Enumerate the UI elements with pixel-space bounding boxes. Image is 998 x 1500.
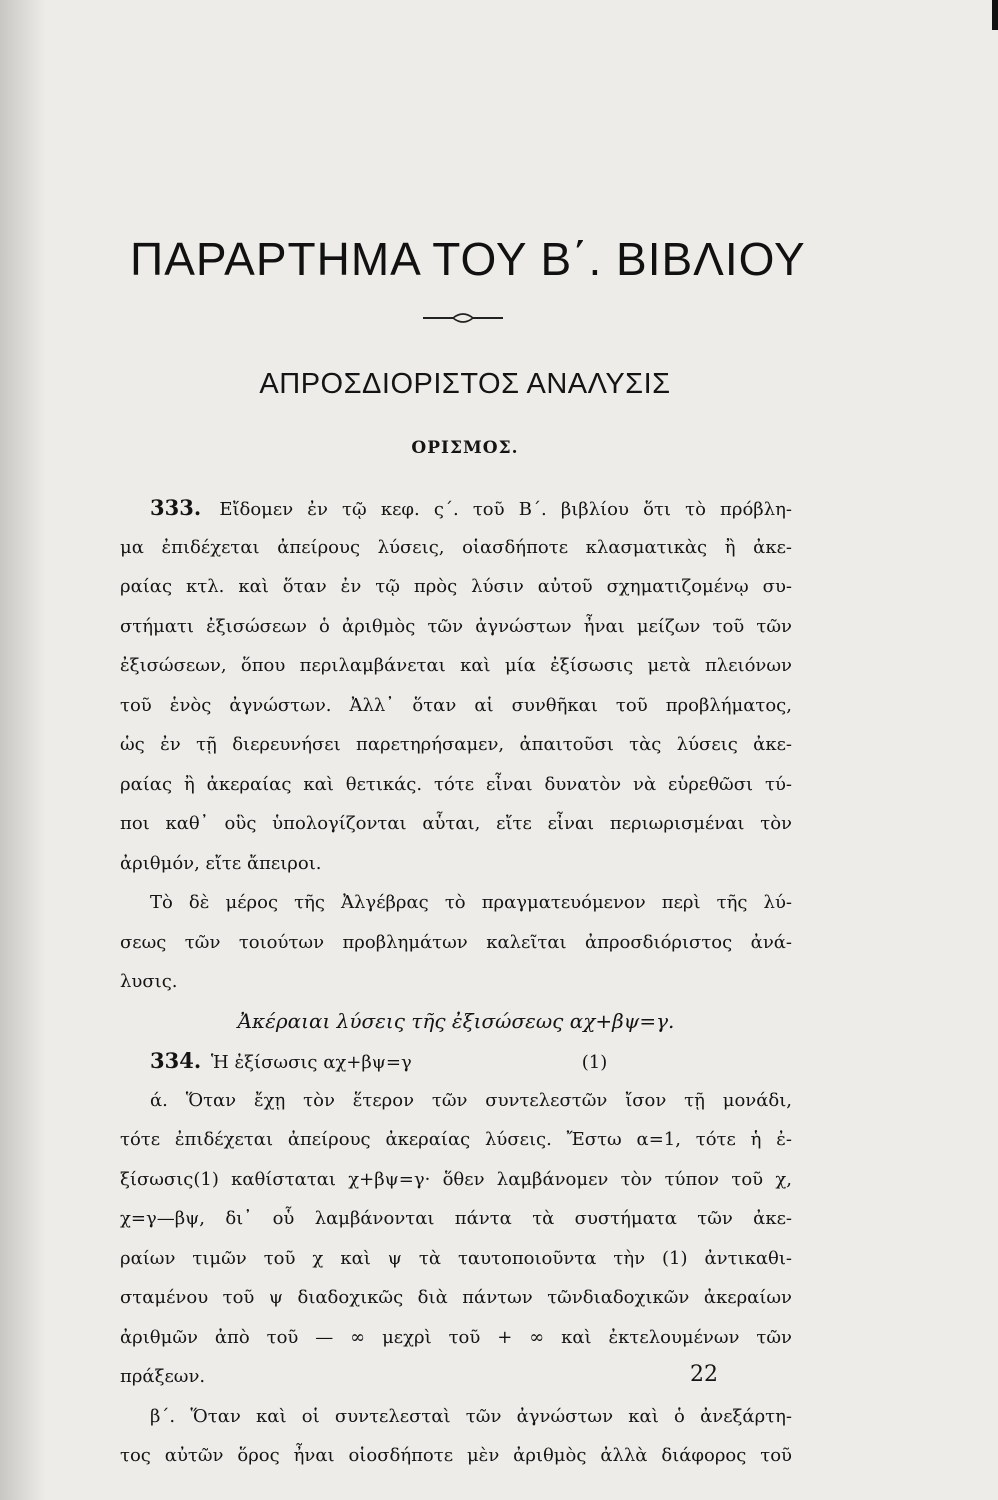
- equation-line: [120, 1041, 792, 1081]
- text-line: ραίας ἢ ἀκεραίας καὶ θετικάς. τότε εἶναι δυνατὸν νὰ εὑρεθῶσι τύ-: [120, 773, 792, 795]
- text-line: ποι καθ᾽ οὓς ὑπολογίζονται αὗται, εἴτε εἶναι περιωρισμέναι τὸν: [120, 813, 792, 834]
- text-line: ξίσωσις(1) καθίσταται χ+βψ=γ· ὅθεν λαμβάνομεν τὸν τύπον τοῦ χ,: [120, 1168, 792, 1190]
- text-line: ὡς ἐν τῇ διερευνήσει παρετηρήσαμεν, ἀπαιτοῦσι τὰς λύσεις ἀκε-: [120, 734, 792, 755]
- appendix-title: ΠΑΡΑΡΤΗΜΑ ΤΟΥ Β΄. ΒΙΒΛΙΟΥ: [130, 233, 806, 285]
- text-line: β΄. Ὅταν καὶ οἱ συντελεσταὶ τῶν ἀγνώστων καὶ ὁ ἀνεξάρτη-: [150, 1405, 792, 1427]
- text-line: ἐξισώσεων, ὅπου περιλαμβάνεται καὶ μία ἐξίσωσις μετὰ πλειόνων: [120, 655, 792, 676]
- text-line: Τὸ δὲ μέρος τῆς Ἀλγέβρας τὸ πραγματευόμενον περὶ τῆς λύ-: [150, 892, 792, 913]
- text-line: τότε ἐπιδέχεται ἀπείρους ἀκεραίας λύσεις. Ἔστω α=1, τότε ἡ ἐ-: [120, 1129, 792, 1150]
- text-line: ραίων τιμῶν τοῦ χ καὶ ψ τὰ ταυτοποιοῦντα τὴν (1) ἀντικαθι-: [120, 1247, 792, 1269]
- paragraph-number: 334.: [150, 1048, 202, 1073]
- text-line: πράξεων.: [120, 1366, 206, 1387]
- text-line: μα ἐπιδέχεται ἀπείρους λύσεις, οἱασδήποτε κλασματικὰς ἢ ἀκε-: [120, 536, 792, 558]
- definition-heading: ΟΡΙΣΜΟΣ.: [411, 438, 519, 458]
- text-line: ἀριθμόν, εἴτε ἄπειροι.: [120, 852, 322, 874]
- text-line: ραίας κτλ. καὶ ὅταν ἐν τῷ πρὸς λύσιν αὐτοῦ σχηματιζομένῳ συ-: [120, 576, 792, 597]
- text-line: λυσις.: [120, 971, 178, 992]
- paragraph-number: 333.: [150, 495, 202, 520]
- text-line: 333. Εἴδομεν ἐν τῷ κεφ. ς΄. τοῦ Β΄. βιβλίου ὅτι τὸ πρόβλη-: [150, 495, 792, 520]
- ornament-divider: [423, 306, 503, 330]
- text-line: τοῦ ἑνὸς ἀγνώστων. Ἀλλ᾽ ὅταν αἱ συνθῆκαι τοῦ προβλήματος,: [120, 694, 792, 716]
- text-line: σταμένου τοῦ ψ διαδοχικῶς διὰ πάντων τῶνδιαδοχικῶν ἀκεραίων: [120, 1287, 792, 1308]
- body-text: [120, 488, 792, 1476]
- section-title: ΑΠΡΟΣΔΙΟΡΙΣΤΟΣ ΑΝΑΛΥΣΙΣ: [259, 368, 671, 400]
- text-line: ἀριθμῶν ἀπὸ τοῦ — ∞ μεχρὶ τοῦ + ∞ καὶ ἐκτελουμένων τῶν: [120, 1326, 792, 1348]
- subsection-title: Ἀκέραιαι λύσεις τῆς ἐξισώσεως αχ+βψ=γ.: [237, 1008, 675, 1033]
- text-line: χ=γ—βψ, δι᾽ οὗ λαμβάνονται πάντα τὰ συστήματα τῶν ἀκε-: [120, 1208, 792, 1229]
- page-edge-mark: [992, 0, 998, 30]
- text-line: στήματι ἐξισώσεων ὁ ἀριθμὸς τῶν ἀγνώστων ἦναι μείζων τοῦ τῶν: [120, 615, 792, 637]
- page-number: 22: [690, 1362, 718, 1387]
- text-line: ά. Ὅταν ἔχῃ τὸν ἕτερον τῶν συντελεστῶν ἴσον τῇ μονάδι,: [150, 1089, 792, 1111]
- text-line: τος αὐτῶν ὅρος ἦναι οἱοσδήποτε μὲν ἀριθμὸς ἀλλὰ διάφορος τοῦ: [120, 1445, 792, 1466]
- equation-label: (1): [581, 1052, 608, 1073]
- equation-text: Ἡ ἐξίσωσις αχ+βψ=γ: [210, 1052, 412, 1073]
- text-line: σεως τῶν τοιούτων προβλημάτων καλεῖται ἀπροσδιόριστος ἀνά-: [120, 931, 792, 953]
